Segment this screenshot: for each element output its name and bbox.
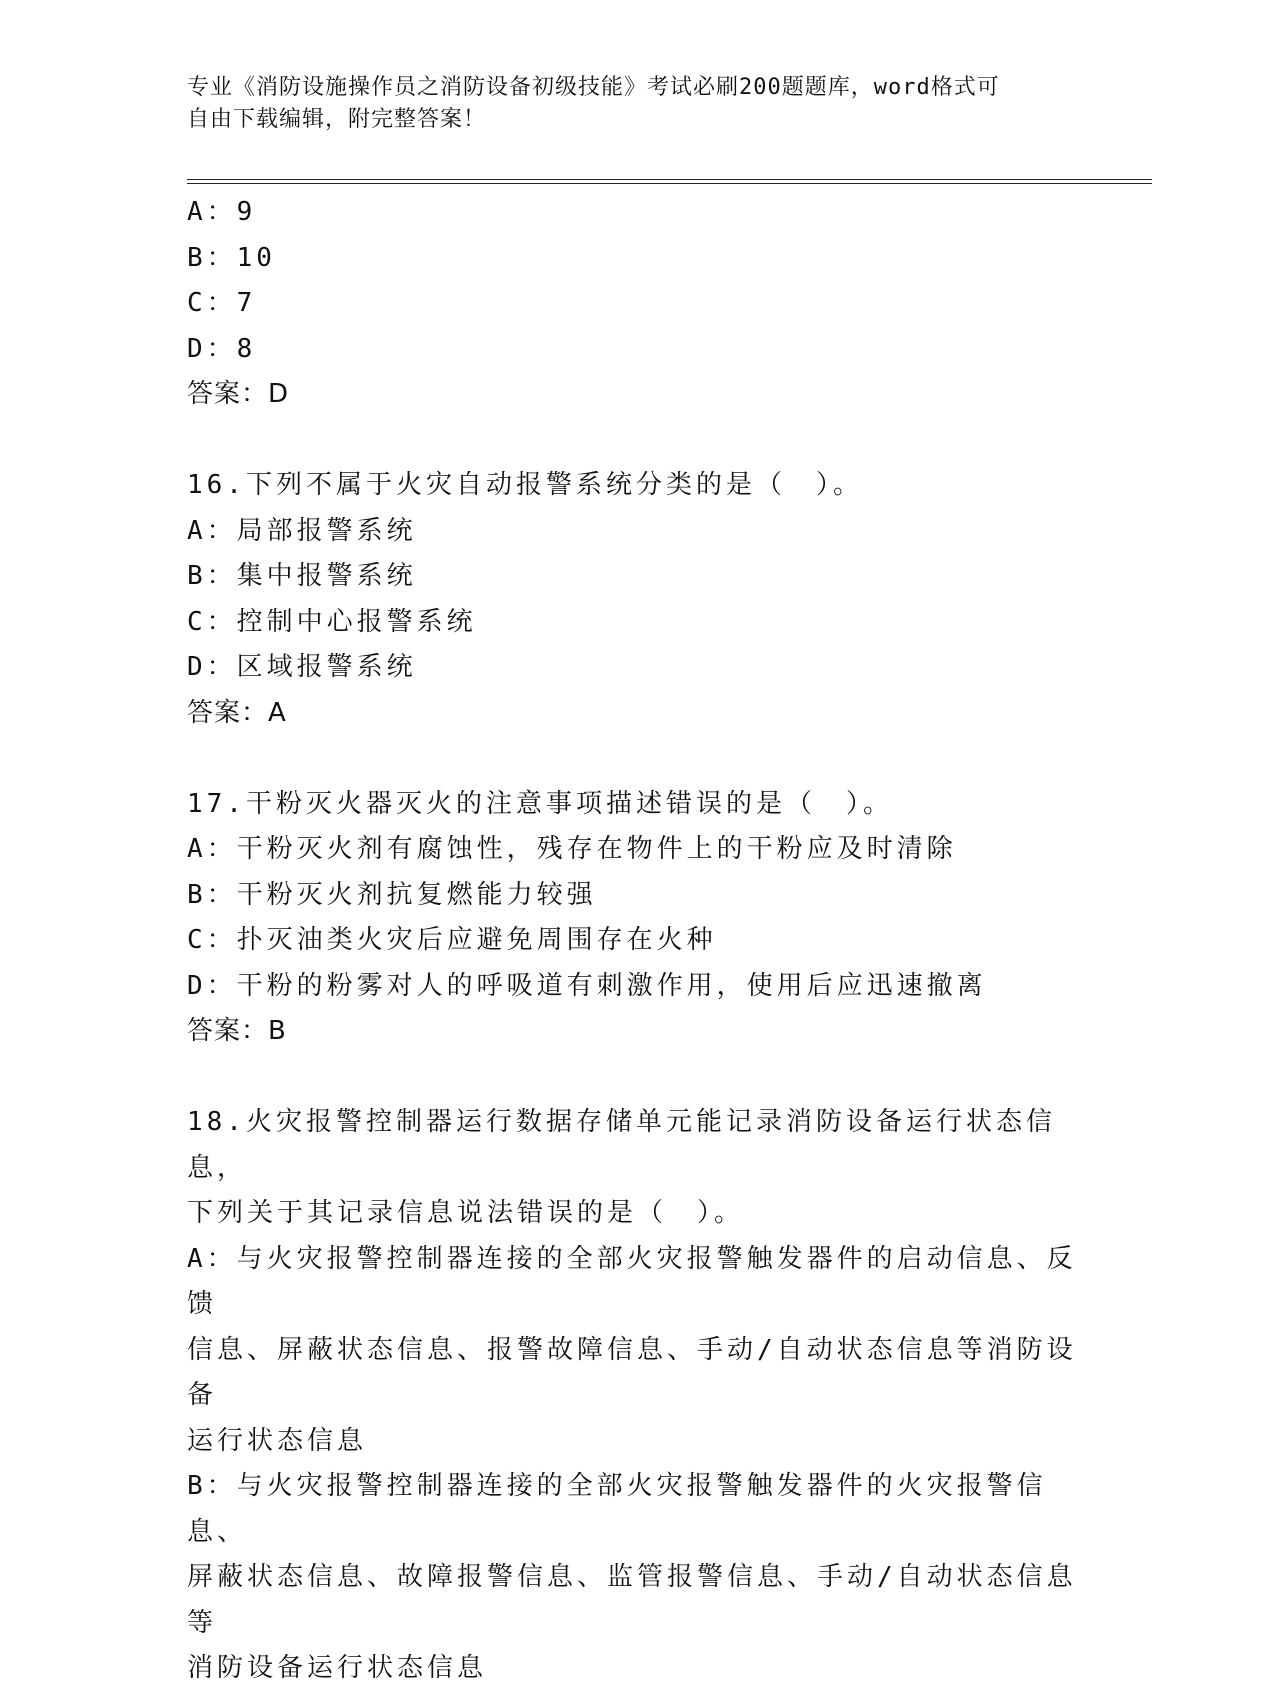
header-line-1: 专业《消防设施操作员之消防设备初级技能》考试必刷200题题库，word格式可 — [187, 75, 1000, 100]
option-c: C：控制中心报警系统 — [187, 606, 477, 637]
question-16 — [187, 463, 1087, 736]
spacer — [187, 418, 1087, 464]
option-a: A：局部报警系统 — [187, 515, 417, 546]
option-b: B：10 — [187, 242, 276, 273]
question-17 — [187, 782, 1087, 1055]
option-b: B：集中报警系统 — [187, 561, 417, 591]
option-b-line-2: 屏蔽状态信息、故障报警信息、监管报警信息、手动/自动状态信息等 — [187, 1562, 1077, 1638]
option-b: B：干粉灭火剂抗复燃能力较强 — [187, 879, 597, 910]
option-a-line-2: 信息、屏蔽状态信息、报警故障信息、手动/自动状态信息等消防设备 — [187, 1334, 1077, 1410]
option-a-line-3: 运行状态信息 — [187, 1425, 368, 1456]
question-text: 17.干粉灭火器灭火的注意事项描述错误的是（ ）。 — [187, 788, 893, 819]
document-header — [187, 72, 1087, 136]
option-b-line-1: B：与火灾报警控制器连接的全部火灾报警触发器件的火灾报警信息、 — [187, 1471, 1047, 1547]
header-line-2: 自由下载编辑，附完整答案！ — [187, 107, 487, 132]
question-18 — [187, 1100, 1087, 1692]
question-text: 16.下列不属于火灾自动报警系统分类的是（ ）。 — [187, 470, 863, 500]
answer-line: 答案：B — [187, 1016, 287, 1046]
option-c: C：扑灭油类火灾后应避免周围存在火种 — [187, 925, 717, 955]
option-d: D：区域报警系统 — [187, 652, 417, 682]
answer-line: 答案：A — [187, 697, 287, 728]
question-text-line-2: 下列关于其记录信息说法错误的是（ ）。 — [187, 1198, 745, 1228]
spacer — [187, 736, 1087, 782]
option-d: D：8 — [187, 333, 257, 364]
spacer — [187, 1055, 1087, 1101]
option-d: D：干粉的粉雾对人的呼吸道有刺激作用，使用后应迅速撤离 — [187, 970, 987, 1001]
header-divider-top — [187, 179, 1152, 180]
option-b-line-3: 消防设备运行状态信息 — [187, 1653, 488, 1683]
question-15 — [187, 190, 1087, 418]
option-a-line-1: A：与火灾报警控制器连接的全部火灾报警触发器件的启动信息、反馈 — [187, 1243, 1077, 1319]
option-c: C：7 — [187, 288, 257, 318]
answer-line: 答案：D — [187, 379, 290, 409]
question-list — [187, 190, 1087, 1692]
question-text-line-1: 18.火灾报警控制器运行数据存储单元能记录消防设备运行状态信息， — [187, 1107, 1056, 1183]
header-divider-bottom — [187, 183, 1152, 184]
option-a: A：9 — [187, 197, 257, 227]
option-a: A：干粉灭火剂有腐蚀性，残存在物件上的干粉应及时清除 — [187, 834, 957, 864]
